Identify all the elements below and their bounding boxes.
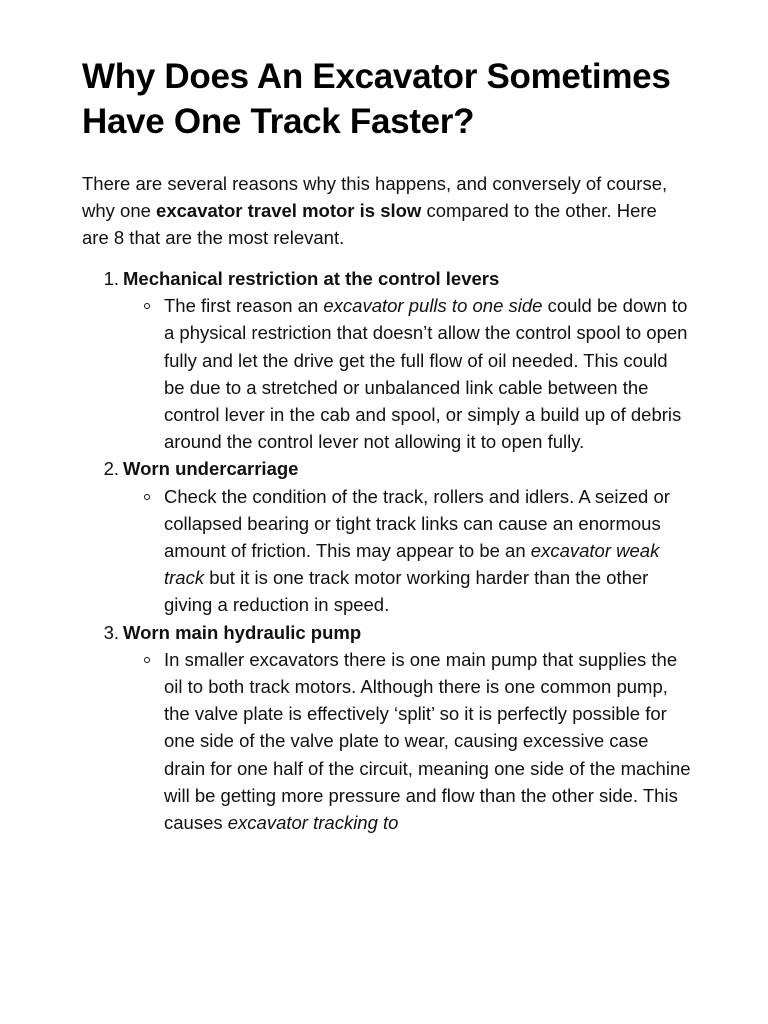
hollow-bullet-icon xyxy=(144,657,150,663)
hollow-bullet-icon xyxy=(144,303,150,309)
detail-text: but it is one track motor working harder than the other giving a reduction in speed. xyxy=(164,567,649,616)
reason-detail xyxy=(164,483,692,619)
reason-details xyxy=(123,483,692,619)
reason-number: 2. xyxy=(103,458,119,480)
reason-title: Worn undercarriage xyxy=(123,458,299,480)
intro-text-end: compared to the other. Here are 8 that are the most relevant. xyxy=(82,200,657,248)
article-title: Why Does An Excavator Sometimes Have One Track Faster? xyxy=(82,57,671,141)
intro-paragraph xyxy=(82,170,682,251)
reason-details xyxy=(123,646,692,836)
detail-text: could be down to a physical restriction that doesn’t allow the control spool to open fully and let the drive get the full flow of oil needed. This could be due to a stretched or unbalanced link cable between the control lever in the cab and spool, or simply a build up of debris around the control lever not allowing it to open fully. xyxy=(164,295,688,453)
reason-detail xyxy=(164,292,692,455)
reason-item-3 xyxy=(103,619,692,837)
reason-item-2 xyxy=(103,455,692,618)
reason-item-1 xyxy=(103,265,692,455)
reason-title: Mechanical restriction at the control levers xyxy=(123,268,500,289)
detail-italic-phrase: excavator weak track xyxy=(164,540,660,589)
hollow-bullet-icon xyxy=(144,494,150,500)
reason-details xyxy=(123,292,692,455)
reason-number: 3. xyxy=(103,621,119,643)
detail-text: The first reason an xyxy=(164,295,324,317)
intro-text-start: There are several reasons why this happens, and conversely of course, why one xyxy=(82,173,668,221)
article xyxy=(82,54,692,836)
reasons-list xyxy=(82,265,692,836)
detail-text: In smaller excavators there is one main pump that supplies the oil to both track motors. Although there is one common pump, the valve plate is effectively ‘split’ so it is perfectly possible for one side of the valve plate to wear, causing excessive case drain for one half of the circuit, meaning one side of the machine will be getting more pressure and flow than the other side. This causes xyxy=(164,648,691,834)
intro-bold-phrase: excavator travel motor is slow xyxy=(156,200,422,221)
reason-title: Worn main hydraulic pump xyxy=(123,621,362,643)
reason-number: 1. xyxy=(103,268,119,289)
detail-italic-phrase: excavator tracking to xyxy=(227,812,399,834)
reason-detail xyxy=(164,646,692,836)
detail-text: Check the condition of the track, rollers and idlers. A seized or collapsed bearing or tight track links can cause an enormous amount of friction. This may appear to be an xyxy=(164,485,670,562)
detail-italic-phrase: excavator pulls to one side xyxy=(323,295,543,317)
